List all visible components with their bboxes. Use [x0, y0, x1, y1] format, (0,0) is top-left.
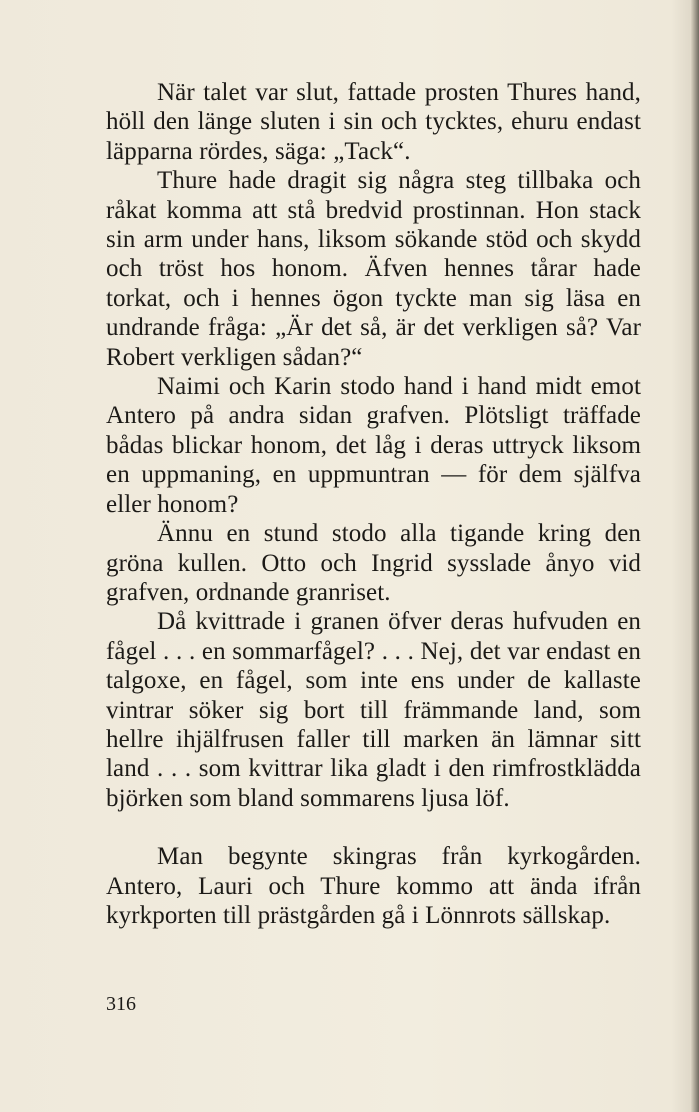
- paragraph: När talet var slut, fattade prosten Thures hand, höll den länge sluten i sin och tycktes, ehuru endast läpparna rördes, säga: „Tack“.: [106, 79, 641, 165]
- page-edge-shadow: [690, 0, 699, 1112]
- paragraph: Thure hade dragit sig några steg tillbaka och råkat komma att stå bredvid prostinnan. Hon stack sin arm under hans, liksom sökande stöd och skydd och tröst hos honom. Äfven hennes tårar hade torkat, och i hennes ögon tyckte man sig läsa en undrande fråga: „Är det så, är det verkligen så? Var Robert verkligen sådan?“: [106, 167, 641, 371]
- body-text: [106, 78, 641, 930]
- paragraph: Då kvittrade i granen öfver deras hufvuden en fågel . . . en sommarfågel? . . . Nej, det var endast en talgoxe, en fågel, som inte ens under de kallaste vintrar söker sig bort till främmande land, som hellre ihjälfrusen faller till marken än lämnar sitt land . . . som kvittrar lika gladt i den rimfrostklädda björken som bland sommarens ljusa löf.: [106, 608, 641, 812]
- page-number: 316: [106, 993, 136, 1015]
- paragraph: Naimi och Karin stodo hand i hand midt emot Antero på andra sidan grafven. Plötsligt träffade bådas blickar honom, det låg i deras uttryck liksom en uppmaning, en uppmuntran — för dem själfva eller honom?: [106, 373, 641, 518]
- paragraph: Man begynte skingras från kyrkogården. Antero, Lauri och Thure kommo att ända ifrån kyrkporten till prästgården gå i Lönnrots sällskap.: [106, 843, 641, 929]
- paragraph: Ännu en stund stodo alla tigande kring den gröna kullen. Otto och Ingrid sysslade ånyo vid grafven, ordnande granriset.: [106, 520, 641, 606]
